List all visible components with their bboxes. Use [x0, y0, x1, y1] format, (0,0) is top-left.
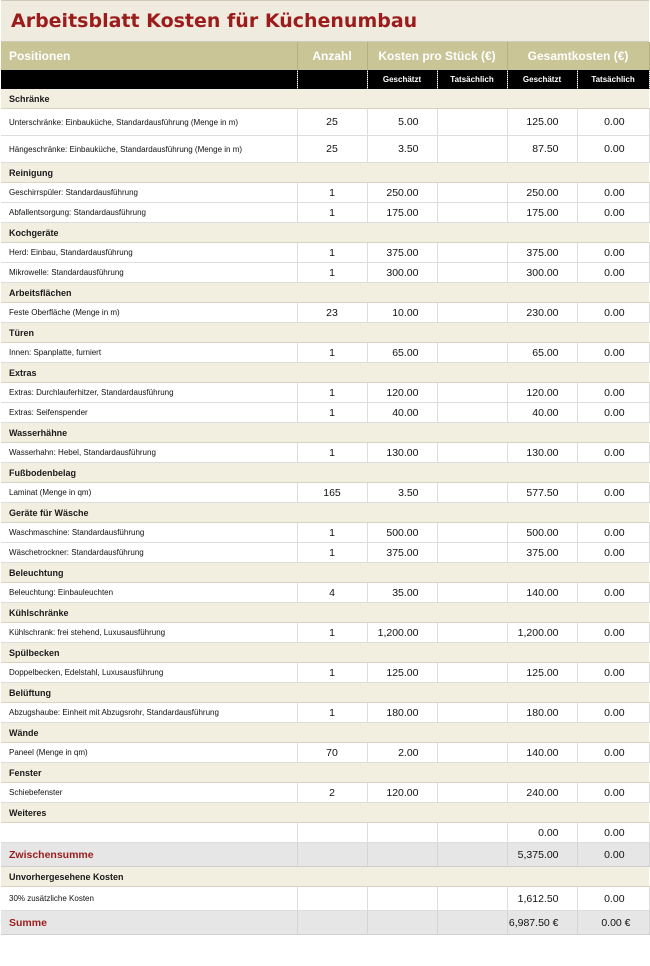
worksheet: [1, 0, 649, 935]
header-positions: Positionen: [1, 42, 297, 70]
table-row: [1, 136, 649, 163]
total-estimated-cell[interactable]: 1,200.00: [507, 623, 577, 643]
subheader-blank: [1, 70, 297, 89]
section-title: Arbeitsflächen: [1, 283, 649, 303]
unit-cost-estimated-cell[interactable]: 40.00: [367, 403, 437, 423]
unit-cost-estimated-cell[interactable]: 375.00: [367, 243, 437, 263]
empty-cell: [437, 911, 507, 935]
total-estimated-cell[interactable]: 250.00: [507, 183, 577, 203]
section-title: Kochgeräte: [1, 223, 649, 243]
item-label[interactable]: Hängeschränke: Einbauküche, Standardausführung (Menge in m): [1, 136, 297, 163]
item-label[interactable]: Laminat (Menge in qm): [1, 483, 297, 503]
unit-cost-estimated-cell[interactable]: 125.00: [367, 663, 437, 683]
table-row: [1, 783, 649, 803]
total-estimated-cell[interactable]: 175.00: [507, 203, 577, 223]
table-row: [1, 203, 649, 223]
total-estimated-cell[interactable]: 500.00: [507, 523, 577, 543]
unit-cost-actual-cell[interactable]: [437, 663, 507, 683]
section-row: [1, 89, 649, 109]
table-row: [1, 443, 649, 463]
table-body: [1, 89, 649, 935]
section-title: Extras: [1, 363, 649, 383]
empty-cell: [367, 911, 437, 935]
quantity-cell[interactable]: 1: [297, 383, 367, 403]
quantity-cell[interactable]: 1: [297, 183, 367, 203]
unit-cost-estimated-cell[interactable]: 3.50: [367, 483, 437, 503]
quantity-cell[interactable]: 1: [297, 243, 367, 263]
item-label[interactable]: Beleuchtung: Einbauleuchten: [1, 583, 297, 603]
table-row: [1, 663, 649, 683]
unit-cost-actual-cell[interactable]: [437, 483, 507, 503]
section-row: [1, 463, 649, 483]
sum-estimated: 6,987.50 €: [507, 911, 577, 935]
unit-cost-actual-cell[interactable]: [437, 543, 507, 563]
total-actual-cell[interactable]: 0.00: [577, 263, 649, 283]
quantity-cell[interactable]: 25: [297, 109, 367, 136]
table-row: [1, 583, 649, 603]
section-row: [1, 803, 649, 823]
empty-cell: [297, 911, 367, 935]
subtotal-estimated: 5,375.00: [507, 843, 577, 867]
total-actual-cell[interactable]: 0.00: [577, 136, 649, 163]
table-row: [1, 183, 649, 203]
quantity-cell[interactable]: 1: [297, 543, 367, 563]
section-title: Fenster: [1, 763, 649, 783]
unit-cost-actual-cell[interactable]: [437, 887, 507, 911]
total-actual-cell[interactable]: 0.00: [577, 243, 649, 263]
table-row: [1, 743, 649, 763]
unit-cost-actual-cell[interactable]: [437, 383, 507, 403]
total-actual-cell[interactable]: 0.00: [577, 663, 649, 683]
contingency-row: [1, 887, 649, 911]
unit-cost-actual-cell[interactable]: [437, 783, 507, 803]
quantity-cell[interactable]: [297, 823, 367, 843]
unit-cost-estimated-cell[interactable]: 250.00: [367, 183, 437, 203]
quantity-cell[interactable]: 165: [297, 483, 367, 503]
item-label[interactable]: Doppelbecken, Edelstahl, Luxusausführung: [1, 663, 297, 683]
section-row: [1, 323, 649, 343]
empty-cell: [297, 843, 367, 867]
item-label[interactable]: Paneel (Menge in qm): [1, 743, 297, 763]
unit-cost-actual-cell[interactable]: [437, 109, 507, 136]
empty-cell: [367, 843, 437, 867]
table-row: [1, 109, 649, 136]
section-row: [1, 603, 649, 623]
unit-cost-actual-cell[interactable]: [437, 136, 507, 163]
section-title: Spülbecken: [1, 643, 649, 663]
unit-cost-estimated-cell[interactable]: 375.00: [367, 543, 437, 563]
table-row: [1, 703, 649, 723]
item-label[interactable]: Kühlschrank: frei stehend, Luxusausführung: [1, 623, 297, 643]
section-row: [1, 423, 649, 443]
quantity-cell[interactable]: 4: [297, 583, 367, 603]
section-row: [1, 503, 649, 523]
item-label[interactable]: Unterschränke: Einbauküche, Standardausführung (Menge in m): [1, 109, 297, 136]
total-estimated-cell[interactable]: 240.00: [507, 783, 577, 803]
unit-cost-actual-cell[interactable]: [437, 583, 507, 603]
item-label[interactable]: Wäschetrockner: Standardausführung: [1, 543, 297, 563]
unit-cost-actual-cell[interactable]: [437, 823, 507, 843]
unit-cost-estimated-cell[interactable]: 2.00: [367, 743, 437, 763]
table-row: [1, 623, 649, 643]
total-actual-cell[interactable]: 0.00: [577, 343, 649, 363]
section-row: [1, 223, 649, 243]
table-row: [1, 343, 649, 363]
quantity-cell[interactable]: 1: [297, 523, 367, 543]
unit-cost-actual-cell[interactable]: [437, 263, 507, 283]
table-row: [1, 483, 649, 503]
table-row: [1, 403, 649, 423]
section-row: [1, 283, 649, 303]
table-row: [1, 823, 649, 843]
unit-cost-estimated-cell[interactable]: 65.00: [367, 343, 437, 363]
table-row: [1, 543, 649, 563]
quantity-cell[interactable]: 2: [297, 783, 367, 803]
total-actual-cell[interactable]: 0.00: [577, 783, 649, 803]
unit-cost-estimated-cell[interactable]: 180.00: [367, 703, 437, 723]
quantity-cell[interactable]: 1: [297, 623, 367, 643]
table-row: [1, 263, 649, 283]
unit-cost-actual-cell[interactable]: [437, 303, 507, 323]
section-title: Türen: [1, 323, 649, 343]
quantity-cell[interactable]: 1: [297, 703, 367, 723]
contingency-label[interactable]: 30% zusätzliche Kosten: [1, 887, 297, 911]
section-row: [1, 643, 649, 663]
unit-cost-estimated-cell[interactable]: 500.00: [367, 523, 437, 543]
unit-cost-actual-cell[interactable]: [437, 403, 507, 423]
total-actual-cell[interactable]: 0.00: [577, 303, 649, 323]
total-estimated-cell[interactable]: 375.00: [507, 543, 577, 563]
title-bar: [1, 0, 649, 42]
total-estimated-cell[interactable]: 120.00: [507, 383, 577, 403]
header-total-cost: Gesamtkosten (€): [507, 42, 649, 70]
table-row: [1, 243, 649, 263]
header-count: Anzahl: [297, 42, 367, 70]
total-actual-cell[interactable]: 0.00: [577, 383, 649, 403]
total-estimated-cell[interactable]: 230.00: [507, 303, 577, 323]
unit-cost-estimated-cell[interactable]: 300.00: [367, 263, 437, 283]
section-row: [1, 723, 649, 743]
total-actual-cell[interactable]: 0.00: [577, 823, 649, 843]
total-actual-cell[interactable]: 0.00: [577, 703, 649, 723]
unit-cost-actual-cell[interactable]: [437, 343, 507, 363]
subheader-row: [1, 70, 649, 89]
section-title: Beleuchtung: [1, 563, 649, 583]
quantity-cell[interactable]: 1: [297, 663, 367, 683]
quantity-cell[interactable]: 1: [297, 203, 367, 223]
total-actual-cell[interactable]: 0.00: [577, 523, 649, 543]
quantity-cell[interactable]: 25: [297, 136, 367, 163]
section-row: [1, 563, 649, 583]
unit-cost-estimated-cell[interactable]: 1,200.00: [367, 623, 437, 643]
item-label[interactable]: Waschmaschine: Standardausführung: [1, 523, 297, 543]
unit-cost-actual-cell[interactable]: [437, 203, 507, 223]
total-estimated-cell[interactable]: 140.00: [507, 583, 577, 603]
quantity-cell[interactable]: 23: [297, 303, 367, 323]
item-label[interactable]: Schiebefenster: [1, 783, 297, 803]
subheader-unit-estimated: Geschätzt: [367, 70, 437, 89]
section-row: [1, 683, 649, 703]
total-actual-cell[interactable]: 0.00: [577, 203, 649, 223]
quantity-cell[interactable]: 1: [297, 343, 367, 363]
quantity-cell[interactable]: 1: [297, 403, 367, 423]
unit-cost-actual-cell[interactable]: [437, 443, 507, 463]
sum-label: Summe: [1, 911, 297, 935]
sum-actual: 0.00 €: [577, 911, 649, 935]
total-estimated-cell[interactable]: 130.00: [507, 443, 577, 463]
section-title: Wände: [1, 723, 649, 743]
cost-table: [1, 42, 650, 935]
unit-cost-estimated-cell[interactable]: 120.00: [367, 383, 437, 403]
item-label[interactable]: Extras: Seifenspender: [1, 403, 297, 423]
subtotal-label: Zwischensumme: [1, 843, 297, 867]
item-label[interactable]: [1, 823, 297, 843]
section-title: Unvorhergesehene Kosten: [1, 867, 649, 887]
total-estimated-cell[interactable]: 1,612.50: [507, 887, 577, 911]
section-title: Wasserhähne: [1, 423, 649, 443]
unit-cost-estimated-cell[interactable]: 3.50: [367, 136, 437, 163]
total-estimated-cell[interactable]: 125.00: [507, 109, 577, 136]
unit-cost-actual-cell[interactable]: [437, 523, 507, 543]
subheader-total-actual: Tatsächlich: [577, 70, 649, 89]
unit-cost-estimated-cell[interactable]: 35.00: [367, 583, 437, 603]
item-label[interactable]: Abzugshaube: Einheit mit Abzugsrohr, Standardausführung: [1, 703, 297, 723]
unit-cost-actual-cell[interactable]: [437, 243, 507, 263]
item-label[interactable]: Herd: Einbau, Standardausführung: [1, 243, 297, 263]
total-estimated-cell[interactable]: 65.00: [507, 343, 577, 363]
total-estimated-cell[interactable]: 40.00: [507, 403, 577, 423]
item-label[interactable]: Abfallentsorgung: Standardausführung: [1, 203, 297, 223]
quantity-cell[interactable]: 1: [297, 263, 367, 283]
unit-cost-estimated-cell[interactable]: 5.00: [367, 109, 437, 136]
section-row: [1, 867, 649, 887]
table-row: [1, 383, 649, 403]
subheader-unit-actual: Tatsächlich: [437, 70, 507, 89]
quantity-cell[interactable]: 1: [297, 443, 367, 463]
item-label[interactable]: Innen: Spanplatte, furniert: [1, 343, 297, 363]
section-title: Fußbodenbelag: [1, 463, 649, 483]
unit-cost-actual-cell[interactable]: [437, 743, 507, 763]
unit-cost-actual-cell[interactable]: [437, 623, 507, 643]
total-estimated-cell[interactable]: 87.50: [507, 136, 577, 163]
total-actual-cell[interactable]: 0.00: [577, 443, 649, 463]
quantity-cell[interactable]: 70: [297, 743, 367, 763]
total-actual-cell[interactable]: 0.00: [577, 583, 649, 603]
subheader-blank: [297, 70, 367, 89]
total-actual-cell[interactable]: 0.00: [577, 403, 649, 423]
total-estimated-cell[interactable]: 577.50: [507, 483, 577, 503]
section-row: [1, 163, 649, 183]
unit-cost-actual-cell[interactable]: [437, 183, 507, 203]
total-estimated-cell[interactable]: 375.00: [507, 243, 577, 263]
table-row: [1, 523, 649, 543]
header-unit-cost: Kosten pro Stück (€): [367, 42, 507, 70]
section-title: Reinigung: [1, 163, 649, 183]
section-row: [1, 363, 649, 383]
page-title: Arbeitsblatt Kosten für Küchenumbau: [11, 10, 418, 32]
item-label[interactable]: Feste Oberfläche (Menge in m): [1, 303, 297, 323]
unit-cost-estimated-cell[interactable]: 175.00: [367, 203, 437, 223]
unit-cost-estimated-cell[interactable]: 130.00: [367, 443, 437, 463]
section-title: Belüftung: [1, 683, 649, 703]
subtotal-row: [1, 843, 649, 867]
item-label[interactable]: Extras: Durchlauferhitzer, Standardausführung: [1, 383, 297, 403]
section-title: Geräte für Wäsche: [1, 503, 649, 523]
total-actual-cell[interactable]: 0.00: [577, 183, 649, 203]
total-actual-cell[interactable]: 0.00: [577, 887, 649, 911]
item-label[interactable]: Wasserhahn: Hebel, Standardausführung: [1, 443, 297, 463]
unit-cost-estimated-cell[interactable]: [367, 823, 437, 843]
subtotal-actual: 0.00: [577, 843, 649, 867]
total-actual-cell[interactable]: 0.00: [577, 109, 649, 136]
item-label[interactable]: Mikrowelle: Standardausführung: [1, 263, 297, 283]
total-estimated-cell[interactable]: 125.00: [507, 663, 577, 683]
quantity-cell[interactable]: [297, 887, 367, 911]
total-estimated-cell[interactable]: 180.00: [507, 703, 577, 723]
subheader-total-estimated: Geschätzt: [507, 70, 577, 89]
header-row: [1, 42, 649, 70]
section-title: Kühlschränke: [1, 603, 649, 623]
total-actual-cell[interactable]: 0.00: [577, 623, 649, 643]
unit-cost-estimated-cell[interactable]: 120.00: [367, 783, 437, 803]
total-actual-cell[interactable]: 0.00: [577, 543, 649, 563]
unit-cost-actual-cell[interactable]: [437, 703, 507, 723]
empty-cell: [437, 843, 507, 867]
total-estimated-cell[interactable]: 300.00: [507, 263, 577, 283]
unit-cost-estimated-cell[interactable]: [367, 887, 437, 911]
total-estimated-cell[interactable]: 0.00: [507, 823, 577, 843]
table-row: [1, 303, 649, 323]
section-title: Weiteres: [1, 803, 649, 823]
section-row: [1, 763, 649, 783]
sum-row: [1, 911, 649, 935]
total-estimated-cell[interactable]: 140.00: [507, 743, 577, 763]
item-label[interactable]: Geschirrspüler: Standardausführung: [1, 183, 297, 203]
section-title: Schränke: [1, 89, 649, 109]
unit-cost-estimated-cell[interactable]: 10.00: [367, 303, 437, 323]
total-actual-cell[interactable]: 0.00: [577, 483, 649, 503]
total-actual-cell[interactable]: 0.00: [577, 743, 649, 763]
